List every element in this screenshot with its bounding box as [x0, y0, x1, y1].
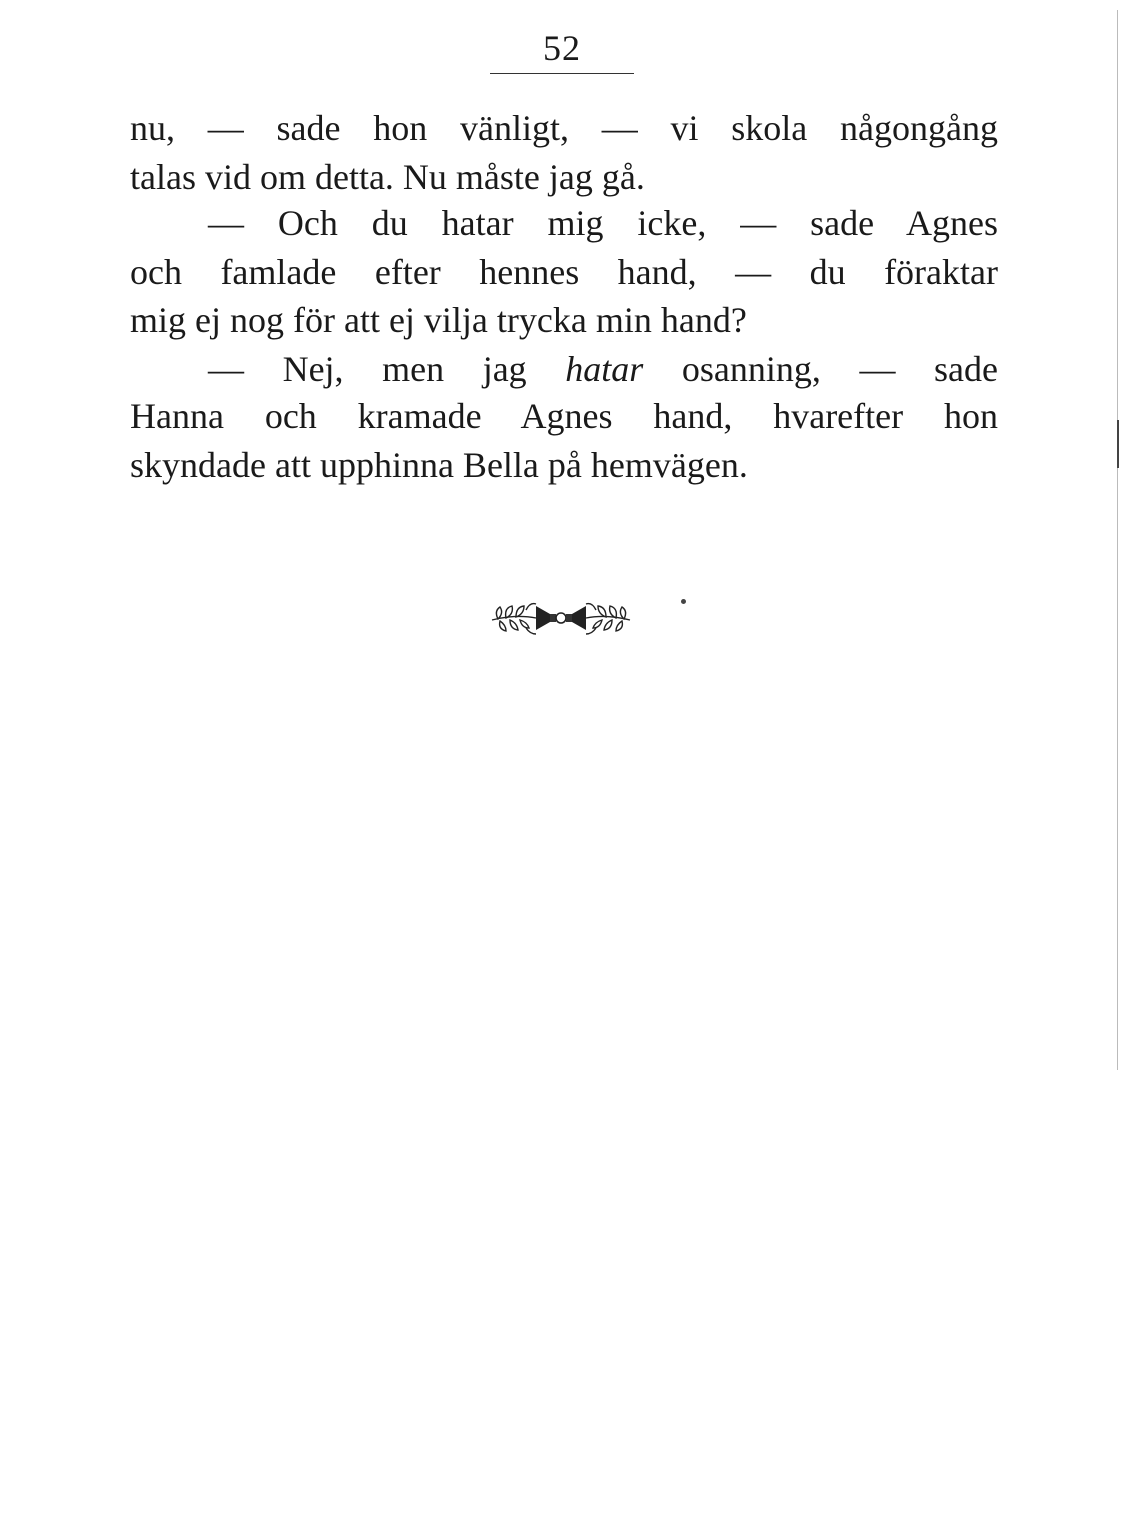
text-line: skyndade att upphinna Bella på hemvägen.	[130, 445, 748, 485]
text-line: — Och du hatar mig icke, — sade Agnes	[208, 203, 998, 243]
text-line: och famlade efter hennes hand, — du föraktar	[130, 252, 998, 292]
scan-edge-line	[1117, 10, 1118, 1070]
ink-speck	[681, 599, 686, 604]
text-line: talas vid om detta. Nu måste jag gå.	[130, 157, 645, 197]
text-line: mig ej nog för att ej vilja trycka min hand?	[130, 300, 747, 340]
emphasized-word: hatar	[565, 349, 644, 389]
laurel-tailpiece-ornament-icon	[486, 592, 636, 642]
text-segment: osanning, — sade	[681, 349, 999, 389]
text-line-with-emphasis	[208, 349, 998, 389]
page-number: 52	[543, 28, 581, 68]
header-rule	[490, 73, 634, 74]
text-line: Hanna och kramade Agnes hand, hvarefter hon	[130, 396, 998, 436]
text-line: nu, — sade hon vänligt, — vi skola någongång	[130, 108, 998, 148]
scan-edge-mark	[1117, 420, 1119, 468]
text-segment: — Nej, men jag	[208, 349, 527, 389]
